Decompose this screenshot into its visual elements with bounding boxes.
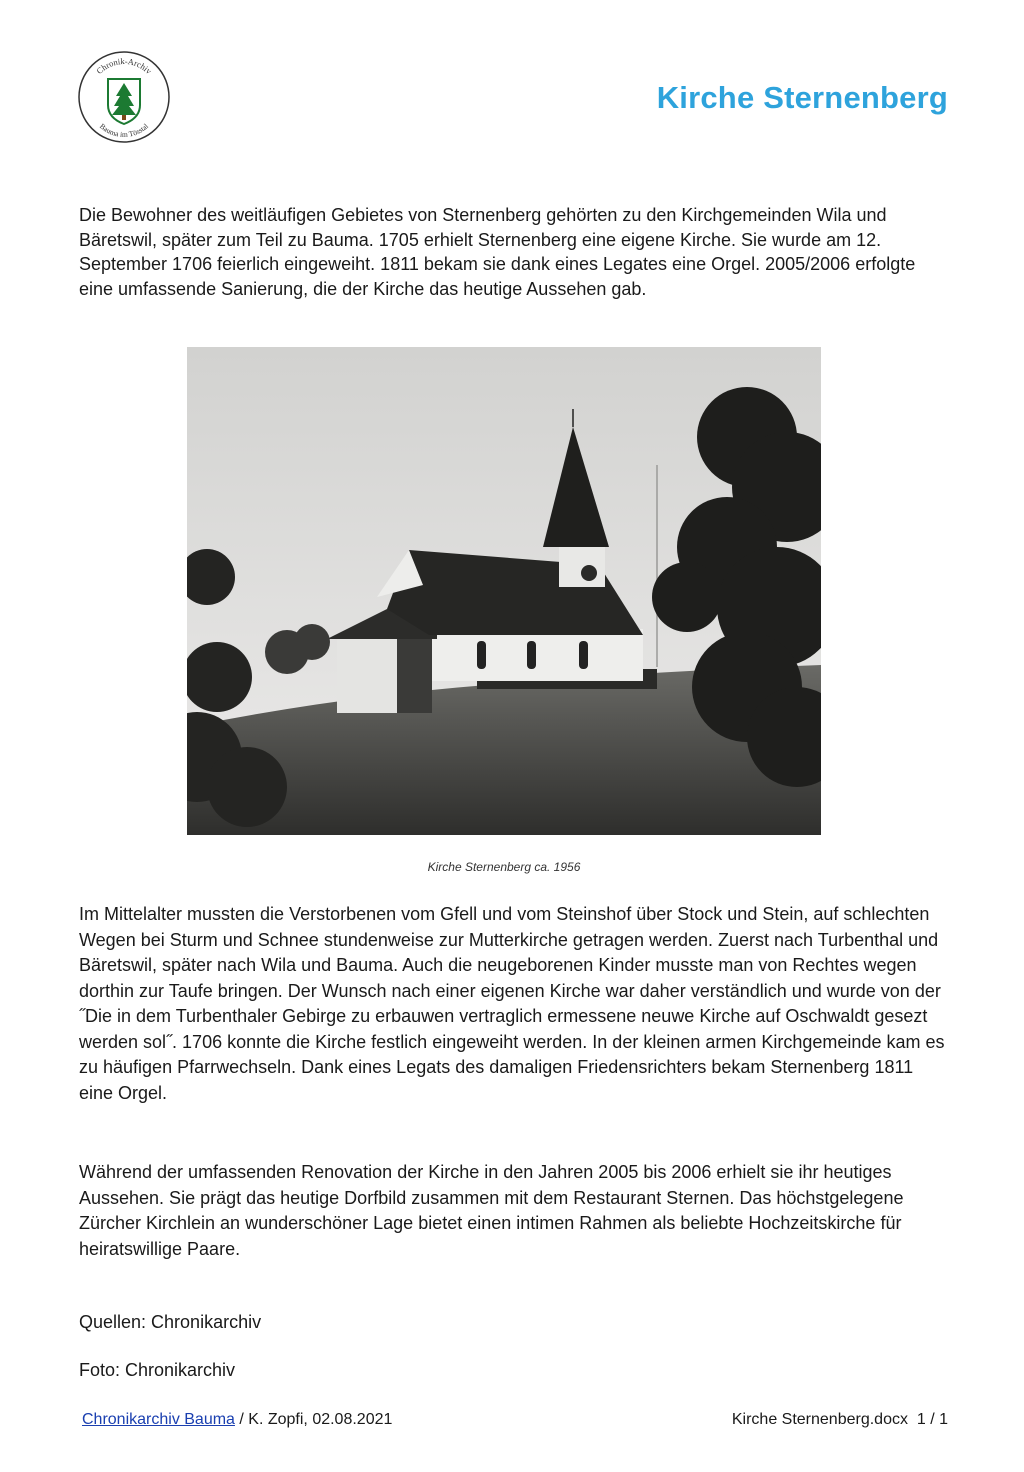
logo-seal-icon [77,50,171,144]
chronik-archiv-logo [77,50,171,144]
chronikarchiv-link[interactable]: Chronikarchiv Bauma [82,1411,235,1428]
page-title: Kirche Sternenberg [656,80,948,115]
footer-author-date: / K. Zopfi, 02.08.2021 [234,1411,393,1428]
footer-right [732,1411,948,1429]
photo-caption: Kirche Sternenberg ca. 1956 [427,860,581,874]
renovation-paragraph: Während der umfassenden Renovation der Kirche in den Jahren 2005 bis 2006 erhielt sie ihr heutiges Aussehen. Sie prägt das heutige Dorfbild zusammen mit dem Restaurant Sternen. Das höchstgelegene Zürcher Kirchlein an wunderschöner Lage bietet einen intimen Rahmen als beliebte Hochzeitskirche für heiratswillige Paare. [79,1162,904,1259]
footer-page-number: 1 / 1 [916,1411,948,1428]
photo-credit-line: Foto: Chronikarchiv [79,1360,236,1380]
sources-line: Quellen: Chronikarchiv [79,1312,262,1332]
church-photo [187,347,821,835]
intro-paragraph: Die Bewohner des weitläufigen Gebietes von Sternenberg gehörten zu den Kirchgemeinden Wila und Bäretswil, später zum Teil zu Bauma. 1705 erhielt Sternenberg eine eigene Kirche. Sie wurde am 12. September 1706 feierlich eingeweiht. 1811 bekam sie dank eines Legates eine Orgel. 2005/2006 erfolgte eine umfassende Sanierung, die der Kirche das heutige Aussehen gab. [79,205,916,299]
svg-text:Bauma im Tösstal: Bauma im Tösstal [98,121,151,140]
footer-filename: Kirche Sternenberg.docx [731,1411,908,1428]
footer-left [82,1411,392,1429]
svg-text:Chronik-Archiv: Chronik-Archiv [94,55,154,77]
history-paragraph: Im Mittelalter mussten die Verstorbenen vom Gfell und vom Steinshof über Stock und Stein, auf schlechten Wegen bei Sturm und Schnee stundenweise zur Mutterkirche getragen werden. Zuerst nach Turbenthal und Bäretswil, später nach Wila und Bauma. Auch die neugeborenen Kinder musste man von Rechtes wegen dorthin zur Taufe bringen. Der Wunsch nach einer eigenen Kirche war daher verständlich und wurde von der ˝Die in dem Turbenthaler Gebirge zu erbauwen vertraglich ermessene neuwe Kirche auf Oschwaldt gesezt werden sol˝. 1706 konnte die Kirche festlich eingeweiht werden. In der kleinen armen Kirchgemeinde kam es zu häufigen Pfarrwechseln. Dank eines Legats des damaligen Friedensrichters bekam Sternenberg 1811 eine Orgel. [79,904,945,1103]
